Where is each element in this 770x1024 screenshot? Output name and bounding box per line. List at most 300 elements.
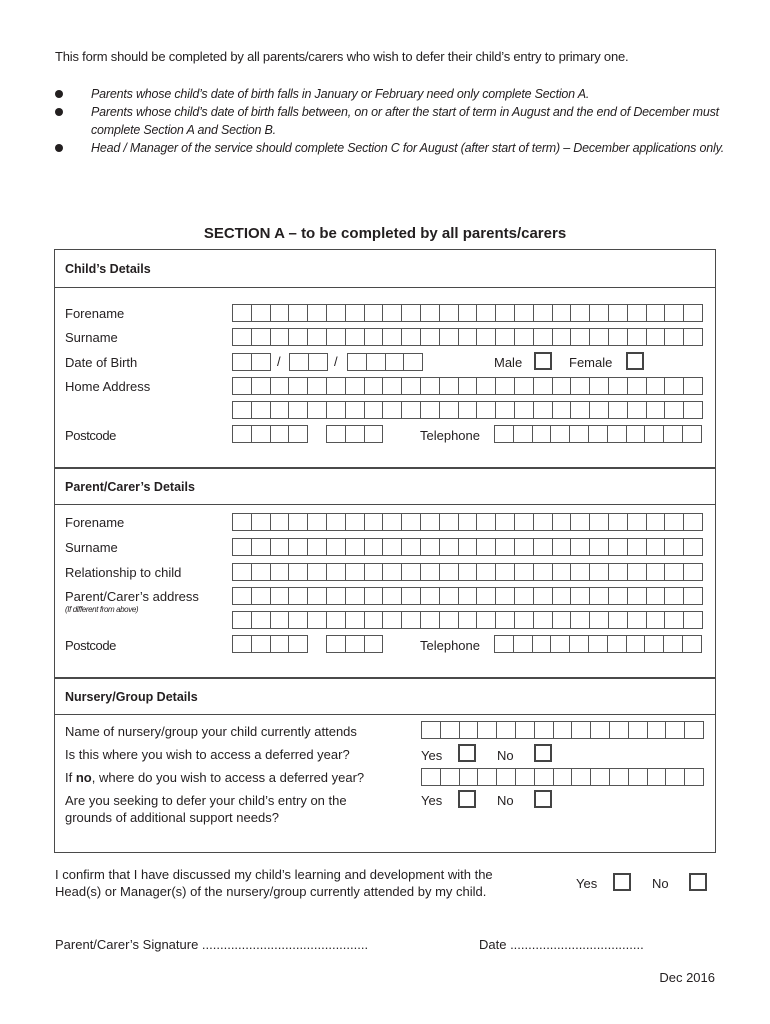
character-box[interactable]: [645, 636, 664, 652]
character-box[interactable]: [271, 402, 290, 418]
character-box[interactable]: [383, 329, 402, 345]
character-box[interactable]: [289, 636, 308, 652]
character-box[interactable]: [290, 354, 309, 370]
character-box[interactable]: [590, 378, 609, 394]
character-box[interactable]: [647, 402, 666, 418]
character-box[interactable]: [271, 514, 290, 530]
character-box[interactable]: [233, 588, 252, 604]
character-box[interactable]: [309, 354, 328, 370]
character-box[interactable]: [402, 514, 421, 530]
character-box[interactable]: [609, 539, 628, 555]
character-box[interactable]: [553, 539, 572, 555]
character-box[interactable]: [496, 564, 515, 580]
character-box[interactable]: [608, 636, 627, 652]
character-box[interactable]: [590, 564, 609, 580]
character-box[interactable]: [589, 426, 608, 442]
character-box[interactable]: [252, 612, 271, 628]
character-box[interactable]: [459, 564, 478, 580]
character-box[interactable]: [346, 402, 365, 418]
character-box[interactable]: [308, 329, 327, 345]
character-box[interactable]: [514, 636, 533, 652]
character-box[interactable]: [553, 329, 572, 345]
character-box[interactable]: [271, 329, 290, 345]
character-box[interactable]: [477, 305, 496, 321]
character-box[interactable]: [534, 402, 553, 418]
character-box[interactable]: [271, 426, 290, 442]
character-box[interactable]: [327, 514, 346, 530]
character-box[interactable]: [346, 564, 365, 580]
character-box[interactable]: [233, 378, 252, 394]
character-box[interactable]: [365, 636, 384, 652]
character-box[interactable]: [421, 588, 440, 604]
character-box[interactable]: [402, 539, 421, 555]
character-box[interactable]: [591, 722, 610, 738]
deferred-here-no-checkbox[interactable]: [534, 744, 552, 762]
asn-no-checkbox[interactable]: [534, 790, 552, 808]
character-box[interactable]: [252, 564, 271, 580]
character-box[interactable]: [665, 539, 684, 555]
character-box[interactable]: [591, 769, 610, 785]
character-box[interactable]: [497, 769, 516, 785]
character-box[interactable]: [365, 378, 384, 394]
character-box[interactable]: [664, 636, 683, 652]
character-box[interactable]: [346, 636, 365, 652]
parent-postcode-part2-input[interactable]: [326, 635, 383, 653]
character-box[interactable]: [534, 378, 553, 394]
character-box[interactable]: [647, 564, 666, 580]
deferred-where-input[interactable]: [421, 768, 704, 786]
character-box[interactable]: [346, 305, 365, 321]
character-box[interactable]: [665, 588, 684, 604]
character-box[interactable]: [308, 564, 327, 580]
character-box[interactable]: [327, 305, 346, 321]
confirm-no-checkbox[interactable]: [689, 873, 707, 891]
child-dob-year-input[interactable]: [347, 353, 423, 371]
character-box[interactable]: [571, 402, 590, 418]
character-box[interactable]: [496, 539, 515, 555]
character-box[interactable]: [252, 588, 271, 604]
character-box[interactable]: [665, 402, 684, 418]
character-box[interactable]: [367, 354, 386, 370]
character-box[interactable]: [553, 564, 572, 580]
character-box[interactable]: [383, 564, 402, 580]
parent-address-line1-input[interactable]: [232, 587, 703, 605]
character-box[interactable]: [571, 612, 590, 628]
character-box[interactable]: [496, 402, 515, 418]
character-box[interactable]: [252, 402, 271, 418]
character-box[interactable]: [515, 329, 534, 345]
character-box[interactable]: [666, 722, 685, 738]
character-box[interactable]: [608, 426, 627, 442]
character-box[interactable]: [534, 612, 553, 628]
character-box[interactable]: [346, 426, 365, 442]
character-box[interactable]: [289, 612, 308, 628]
character-box[interactable]: [327, 402, 346, 418]
character-box[interactable]: [516, 722, 535, 738]
character-box[interactable]: [553, 514, 572, 530]
character-box[interactable]: [308, 378, 327, 394]
character-box[interactable]: [365, 305, 384, 321]
character-box[interactable]: [402, 402, 421, 418]
parent-forename-input[interactable]: [232, 513, 703, 531]
child-postcode-part1-input[interactable]: [232, 425, 308, 443]
character-box[interactable]: [590, 305, 609, 321]
character-box[interactable]: [571, 378, 590, 394]
character-box[interactable]: [346, 378, 365, 394]
character-box[interactable]: [346, 329, 365, 345]
character-box[interactable]: [459, 612, 478, 628]
character-box[interactable]: [252, 378, 271, 394]
character-box[interactable]: [684, 539, 703, 555]
character-box[interactable]: [627, 426, 646, 442]
character-box[interactable]: [440, 588, 459, 604]
character-box[interactable]: [233, 514, 252, 530]
character-box[interactable]: [327, 426, 346, 442]
character-box[interactable]: [289, 564, 308, 580]
character-box[interactable]: [496, 378, 515, 394]
character-box[interactable]: [684, 612, 703, 628]
character-box[interactable]: [402, 305, 421, 321]
character-box[interactable]: [628, 402, 647, 418]
character-box[interactable]: [441, 722, 460, 738]
character-box[interactable]: [535, 722, 554, 738]
character-box[interactable]: [609, 305, 628, 321]
character-box[interactable]: [648, 722, 667, 738]
character-box[interactable]: [271, 378, 290, 394]
character-box[interactable]: [440, 378, 459, 394]
character-box[interactable]: [327, 636, 346, 652]
character-box[interactable]: [402, 564, 421, 580]
character-box[interactable]: [534, 329, 553, 345]
character-box[interactable]: [571, 514, 590, 530]
character-box[interactable]: [460, 722, 479, 738]
character-box[interactable]: [233, 426, 252, 442]
character-box[interactable]: [289, 378, 308, 394]
character-box[interactable]: [383, 402, 402, 418]
character-box[interactable]: [684, 514, 703, 530]
character-box[interactable]: [571, 305, 590, 321]
character-box[interactable]: [609, 612, 628, 628]
character-box[interactable]: [665, 612, 684, 628]
character-box[interactable]: [515, 402, 534, 418]
character-box[interactable]: [440, 402, 459, 418]
character-box[interactable]: [308, 539, 327, 555]
character-box[interactable]: [647, 588, 666, 604]
character-box[interactable]: [571, 588, 590, 604]
character-box[interactable]: [683, 426, 702, 442]
character-box[interactable]: [609, 564, 628, 580]
child-postcode-part2-input[interactable]: [326, 425, 383, 443]
character-box[interactable]: [535, 769, 554, 785]
character-box[interactable]: [308, 402, 327, 418]
character-box[interactable]: [233, 402, 252, 418]
character-box[interactable]: [440, 329, 459, 345]
character-box[interactable]: [383, 378, 402, 394]
parent-address-line2-input[interactable]: [232, 611, 703, 629]
male-checkbox[interactable]: [534, 352, 552, 370]
character-box[interactable]: [233, 539, 252, 555]
character-box[interactable]: [459, 305, 478, 321]
character-box[interactable]: [365, 588, 384, 604]
character-box[interactable]: [346, 612, 365, 628]
character-box[interactable]: [665, 305, 684, 321]
character-box[interactable]: [551, 636, 570, 652]
character-box[interactable]: [648, 769, 667, 785]
character-box[interactable]: [421, 329, 440, 345]
character-box[interactable]: [459, 514, 478, 530]
character-box[interactable]: [553, 305, 572, 321]
character-box[interactable]: [327, 378, 346, 394]
character-box[interactable]: [271, 539, 290, 555]
character-box[interactable]: [590, 539, 609, 555]
character-box[interactable]: [685, 769, 704, 785]
character-box[interactable]: [365, 612, 384, 628]
character-box[interactable]: [665, 378, 684, 394]
character-box[interactable]: [421, 378, 440, 394]
character-box[interactable]: [478, 769, 497, 785]
character-box[interactable]: [515, 378, 534, 394]
character-box[interactable]: [346, 588, 365, 604]
child-telephone-input[interactable]: [494, 425, 702, 443]
character-box[interactable]: [308, 612, 327, 628]
character-box[interactable]: [628, 378, 647, 394]
character-box[interactable]: [365, 329, 384, 345]
character-box[interactable]: [289, 514, 308, 530]
character-box[interactable]: [459, 378, 478, 394]
character-box[interactable]: [440, 514, 459, 530]
character-box[interactable]: [308, 588, 327, 604]
character-box[interactable]: [515, 612, 534, 628]
character-box[interactable]: [383, 588, 402, 604]
character-box[interactable]: [477, 514, 496, 530]
character-box[interactable]: [421, 612, 440, 628]
character-box[interactable]: [496, 329, 515, 345]
character-box[interactable]: [627, 636, 646, 652]
character-box[interactable]: [628, 514, 647, 530]
character-box[interactable]: [271, 636, 290, 652]
character-box[interactable]: [327, 588, 346, 604]
child-surname-input[interactable]: [232, 328, 703, 346]
child-dob-month-input[interactable]: [289, 353, 328, 371]
character-box[interactable]: [551, 426, 570, 442]
character-box[interactable]: [233, 354, 252, 370]
character-box[interactable]: [609, 514, 628, 530]
character-box[interactable]: [647, 378, 666, 394]
character-box[interactable]: [554, 722, 573, 738]
character-box[interactable]: [664, 426, 683, 442]
character-box[interactable]: [233, 329, 252, 345]
character-box[interactable]: [459, 402, 478, 418]
character-box[interactable]: [629, 722, 648, 738]
character-box[interactable]: [629, 769, 648, 785]
character-box[interactable]: [271, 564, 290, 580]
character-box[interactable]: [609, 329, 628, 345]
character-box[interactable]: [459, 329, 478, 345]
character-box[interactable]: [571, 539, 590, 555]
character-box[interactable]: [610, 769, 629, 785]
character-box[interactable]: [421, 402, 440, 418]
character-box[interactable]: [365, 514, 384, 530]
character-box[interactable]: [421, 514, 440, 530]
deferred-here-yes-checkbox[interactable]: [458, 744, 476, 762]
character-box[interactable]: [534, 514, 553, 530]
character-box[interactable]: [477, 588, 496, 604]
character-box[interactable]: [628, 539, 647, 555]
character-box[interactable]: [383, 305, 402, 321]
character-box[interactable]: [308, 305, 327, 321]
character-box[interactable]: [496, 612, 515, 628]
character-box[interactable]: [252, 514, 271, 530]
character-box[interactable]: [404, 354, 423, 370]
character-box[interactable]: [252, 354, 271, 370]
character-box[interactable]: [514, 426, 533, 442]
character-box[interactable]: [609, 402, 628, 418]
character-box[interactable]: [440, 539, 459, 555]
character-box[interactable]: [289, 329, 308, 345]
character-box[interactable]: [459, 588, 478, 604]
character-box[interactable]: [233, 612, 252, 628]
character-box[interactable]: [553, 402, 572, 418]
character-box[interactable]: [496, 588, 515, 604]
character-box[interactable]: [289, 539, 308, 555]
character-box[interactable]: [386, 354, 405, 370]
home-address-line1-input[interactable]: [232, 377, 703, 395]
character-box[interactable]: [477, 539, 496, 555]
character-box[interactable]: [383, 514, 402, 530]
character-box[interactable]: [365, 402, 384, 418]
character-box[interactable]: [252, 539, 271, 555]
character-box[interactable]: [440, 564, 459, 580]
character-box[interactable]: [233, 636, 252, 652]
character-box[interactable]: [402, 329, 421, 345]
character-box[interactable]: [665, 514, 684, 530]
character-box[interactable]: [553, 378, 572, 394]
character-box[interactable]: [553, 612, 572, 628]
signature-field[interactable]: Parent/Carer’s Signature ..............................................: [55, 937, 369, 952]
parent-surname-input[interactable]: [232, 538, 703, 556]
character-box[interactable]: [628, 564, 647, 580]
character-box[interactable]: [440, 612, 459, 628]
nursery-name-input[interactable]: [421, 721, 704, 739]
character-box[interactable]: [570, 636, 589, 652]
character-box[interactable]: [685, 722, 704, 738]
child-dob-day-input[interactable]: [232, 353, 271, 371]
character-box[interactable]: [477, 612, 496, 628]
character-box[interactable]: [441, 769, 460, 785]
character-box[interactable]: [553, 588, 572, 604]
character-box[interactable]: [252, 329, 271, 345]
character-box[interactable]: [533, 426, 552, 442]
asn-yes-checkbox[interactable]: [458, 790, 476, 808]
character-box[interactable]: [252, 305, 271, 321]
character-box[interactable]: [683, 636, 702, 652]
character-box[interactable]: [383, 539, 402, 555]
character-box[interactable]: [289, 588, 308, 604]
character-box[interactable]: [665, 564, 684, 580]
character-box[interactable]: [327, 612, 346, 628]
character-box[interactable]: [628, 305, 647, 321]
character-box[interactable]: [645, 426, 664, 442]
character-box[interactable]: [308, 514, 327, 530]
character-box[interactable]: [590, 402, 609, 418]
character-box[interactable]: [516, 769, 535, 785]
character-box[interactable]: [327, 539, 346, 555]
child-forename-input[interactable]: [232, 304, 703, 322]
character-box[interactable]: [515, 588, 534, 604]
character-box[interactable]: [327, 564, 346, 580]
character-box[interactable]: [402, 378, 421, 394]
character-box[interactable]: [571, 329, 590, 345]
parent-telephone-input[interactable]: [494, 635, 702, 653]
character-box[interactable]: [252, 636, 271, 652]
character-box[interactable]: [289, 305, 308, 321]
character-box[interactable]: [496, 305, 515, 321]
character-box[interactable]: [571, 564, 590, 580]
character-box[interactable]: [365, 564, 384, 580]
character-box[interactable]: [647, 329, 666, 345]
character-box[interactable]: [421, 564, 440, 580]
character-box[interactable]: [609, 378, 628, 394]
character-box[interactable]: [647, 539, 666, 555]
character-box[interactable]: [477, 564, 496, 580]
character-box[interactable]: [628, 329, 647, 345]
character-box[interactable]: [477, 329, 496, 345]
character-box[interactable]: [684, 402, 703, 418]
character-box[interactable]: [348, 354, 367, 370]
character-box[interactable]: [289, 402, 308, 418]
character-box[interactable]: [495, 636, 514, 652]
character-box[interactable]: [346, 514, 365, 530]
character-box[interactable]: [233, 564, 252, 580]
character-box[interactable]: [252, 426, 271, 442]
character-box[interactable]: [534, 305, 553, 321]
character-box[interactable]: [684, 378, 703, 394]
character-box[interactable]: [647, 514, 666, 530]
character-box[interactable]: [554, 769, 573, 785]
character-box[interactable]: [572, 722, 591, 738]
character-box[interactable]: [534, 588, 553, 604]
character-box[interactable]: [495, 426, 514, 442]
character-box[interactable]: [233, 305, 252, 321]
character-box[interactable]: [590, 329, 609, 345]
character-box[interactable]: [346, 539, 365, 555]
character-box[interactable]: [515, 514, 534, 530]
character-box[interactable]: [271, 305, 290, 321]
character-box[interactable]: [589, 636, 608, 652]
character-box[interactable]: [572, 769, 591, 785]
character-box[interactable]: [533, 636, 552, 652]
character-box[interactable]: [628, 588, 647, 604]
character-box[interactable]: [647, 612, 666, 628]
character-box[interactable]: [497, 722, 516, 738]
character-box[interactable]: [271, 588, 290, 604]
character-box[interactable]: [459, 539, 478, 555]
relationship-input[interactable]: [232, 563, 703, 581]
character-box[interactable]: [610, 722, 629, 738]
character-box[interactable]: [590, 588, 609, 604]
character-box[interactable]: [666, 769, 685, 785]
character-box[interactable]: [684, 564, 703, 580]
date-field[interactable]: Date .....................................: [479, 937, 644, 952]
character-box[interactable]: [440, 305, 459, 321]
character-box[interactable]: [422, 769, 441, 785]
character-box[interactable]: [365, 539, 384, 555]
character-box[interactable]: [289, 426, 308, 442]
character-box[interactable]: [383, 612, 402, 628]
character-box[interactable]: [684, 329, 703, 345]
character-box[interactable]: [421, 305, 440, 321]
character-box[interactable]: [647, 305, 666, 321]
